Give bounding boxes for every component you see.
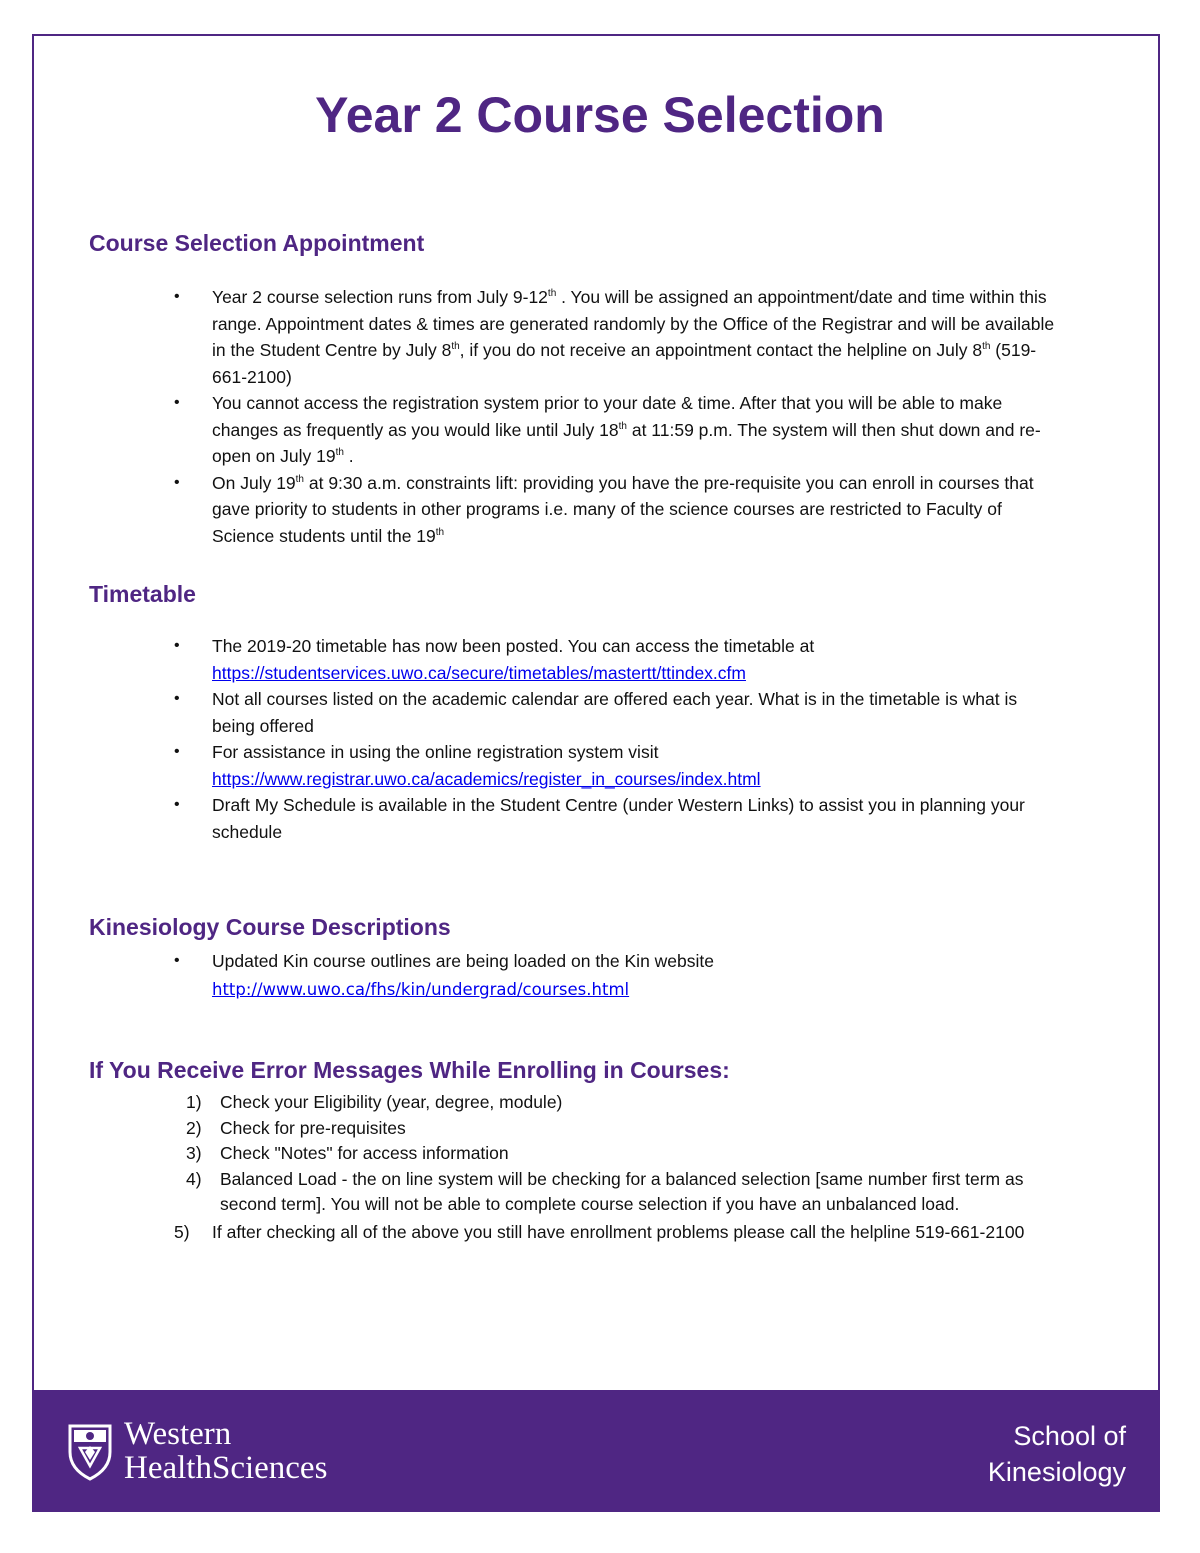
school-name-line2: Kinesiology <box>987 1457 1126 1487</box>
superscript: th <box>618 420 627 432</box>
list-item <box>0 633 1055 686</box>
list-item <box>0 739 1055 792</box>
list-item-text: , if you do not receive an appointment contact the helpline on July 8 <box>459 340 983 360</box>
list-item-text: For assistance in using the online registration system visit <box>212 742 659 762</box>
list-number: 3) <box>186 1143 202 1163</box>
western-crest-icon <box>66 1422 114 1482</box>
list-item-text: Check "Notes" for access information <box>220 1143 509 1163</box>
list-item <box>0 390 1055 470</box>
list-number: 5) <box>174 1221 190 1242</box>
section-heading-appointment: Course Selection Appointment <box>89 230 425 256</box>
section-heading-errors: If You Receive Error Messages While Enrolling in Courses: <box>89 1057 730 1083</box>
list-item-text: Year 2 course selection runs from July 9-12 <box>212 287 548 307</box>
appointment-list <box>0 284 1055 549</box>
registration-help-link[interactable]: https://www.registrar.uwo.ca/academics/register_in_courses/index.html <box>212 768 761 789</box>
list-item-text: You cannot access the registration system prior to your date & time. After that you will be able to make changes as frequently as you would like until July 18 <box>212 393 1003 440</box>
list-item-text: at 11:59 p.m. The system will then shut down and re-open on July 19 <box>212 419 1041 466</box>
list-item-text: Draft My Schedule is available in the Student Centre (under Western Links) to assist you in planning your schedule <box>212 795 1025 842</box>
list-item-text: If after checking all of the above you still have enrollment problems please call the helpline 519-661-2100 <box>212 1221 1025 1242</box>
list-item-text: (519-661-2100) <box>212 340 1037 387</box>
logo-text-line1: Western <box>124 1416 232 1452</box>
list-item <box>0 947 1055 1004</box>
school-name <box>988 1418 1126 1490</box>
superscript: th <box>295 473 304 485</box>
kin-courses-link[interactable]: http://www.uwo.ca/fhs/kin/undergrad/courses.html <box>212 980 630 999</box>
timetable-link[interactable]: https://studentservices.uwo.ca/secure/timetables/mastertt/ttindex.cfm <box>212 662 746 683</box>
list-item <box>0 1141 1060 1167</box>
list-item <box>0 284 1055 390</box>
section-heading-timetable: Timetable <box>89 581 196 607</box>
kin-list <box>0 947 1055 1004</box>
list-item-text: at 9:30 a.m. constraints lift: providing you have the pre-requisite you can enroll in courses that gave priority to students in other programs i.e. many of the science courses are restricted to Faculty of Science students until the 19 <box>212 472 1034 546</box>
superscript: th <box>982 341 991 353</box>
list-item-text: . <box>343 446 354 466</box>
list-item-text: Updated Kin course outlines are being loaded on the Kin website <box>212 951 715 971</box>
logo-text-line2: HealthSciences <box>124 1450 328 1486</box>
list-item <box>0 1090 1060 1116</box>
superscript: th <box>547 288 557 300</box>
superscript: th <box>435 526 445 538</box>
superscript: th <box>451 341 460 353</box>
page-title: Year 2 Course Selection <box>315 87 885 143</box>
list-item-text: Check for pre-requisites <box>220 1117 406 1138</box>
error-steps-list <box>0 1090 1060 1245</box>
western-health-sciences-logo <box>66 1418 406 1488</box>
list-item-text: The 2019-20 timetable has now been posted. You can access the timetable at <box>212 636 815 656</box>
timetable-list <box>0 633 1055 845</box>
list-item <box>0 470 1055 550</box>
list-number: 1) <box>186 1092 202 1112</box>
list-number: 2) <box>186 1117 202 1138</box>
section-heading-kin: Kinesiology Course Descriptions <box>89 914 451 940</box>
list-item-text: Not all courses listed on the academic calendar are offered each year. What is in the timetable is what is being offered <box>212 689 1018 736</box>
list-item-text: On July 19 <box>212 472 296 493</box>
list-number: 4) <box>186 1168 202 1189</box>
school-name-line1: School of <box>1013 1421 1126 1451</box>
footer-banner <box>32 1390 1160 1512</box>
list-item <box>0 792 1055 845</box>
list-item <box>0 686 1055 739</box>
list-item <box>0 1116 1060 1142</box>
list-item-text: Check your Eligibility (year, degree, module) <box>220 1092 563 1112</box>
list-item-text: Balanced Load - the on line system will be checking for a balanced selection [same number first term as second term]. You will not be able to complete course selection if you have an unbalanced load. <box>220 1168 1024 1214</box>
list-item-text: . You will be assigned an appointment/date and time within this range. Appointment dates & times are generated randomly by the Office of the Registrar and will be available in the Student Centre by July 8 <box>212 287 1055 360</box>
list-item <box>0 1220 1060 1246</box>
list-item <box>0 1167 1060 1218</box>
superscript: th <box>335 447 344 459</box>
